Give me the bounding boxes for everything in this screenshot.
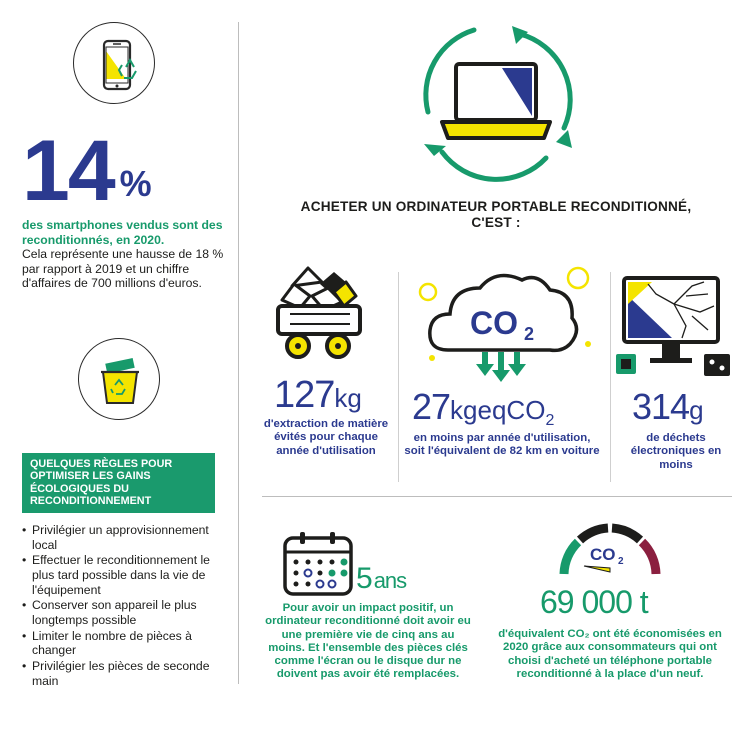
gauge-sub: 2 xyxy=(618,556,624,567)
list-item: • Conserver son appareil le plus longtemps possible xyxy=(22,598,232,627)
co2-cloud-sub: 2 xyxy=(524,324,535,344)
rules-title: QUELQUES RÈGLES POUR OPTIMISER LES GAINS ÉCOLOGIQUES DU RECONDITIONNEMENT xyxy=(22,453,215,513)
column-divider xyxy=(238,22,239,684)
stat-saved-desc: d'équivalent CO₂ ont été économisées en 2020 grâce aux consommateurs qui ont choisi d'acheté un téléphone portable reconditionné à la place d'un neuf. xyxy=(498,628,722,680)
recycle-bin-icon xyxy=(78,338,160,420)
stat-waste-desc: de déchets électroniques en moins xyxy=(630,432,722,471)
section-divider xyxy=(262,496,732,497)
broken-monitor-icon xyxy=(612,274,734,382)
gauge-label: CO xyxy=(590,545,616,564)
list-item: • Limiter le nombre de pièces à changer xyxy=(22,629,232,658)
stat-saved-value: 69 000 t xyxy=(540,584,648,620)
section-heading: ACHETER UN ORDINATEUR PORTABLE RECONDITIONNÉ, C'EST : xyxy=(300,199,692,230)
intro-text: Cela représente une hausse de 18 % par rapport à 2019 et un chiffre d'affaires de 700 millions d'euros. xyxy=(22,247,224,290)
stat-years-desc: Pour avoir un impact positif, un ordinateur reconditionné doit avoir eu une première vie de cinq ans au moins. Et l'ensemble des pièces clés comme l'écran ou le disque dur ne doivent pas avoir été remplacées. xyxy=(265,602,471,681)
stat-14-percent: 14 % xyxy=(22,123,152,219)
co2-cloud-icon xyxy=(410,262,600,382)
co2-gauge-icon xyxy=(554,514,666,582)
stat-mining-value: 127kg xyxy=(274,374,362,416)
list-item: • Privilégier un approvisionnement local xyxy=(22,523,232,552)
stat-years-value: 5ans xyxy=(356,562,407,595)
calendar-icon xyxy=(282,530,354,598)
stat-co2-desc: en moins par année d'utilisation, soit l'équivalent de 82 km en voiture xyxy=(404,432,600,458)
list-item: • Privilégier les pièces de seconde main xyxy=(22,659,232,688)
mining-cart-icon xyxy=(272,262,368,370)
stat-co2-value: 27kgeqCO2 xyxy=(412,386,554,429)
co2-cloud-label: CO xyxy=(470,305,518,341)
laptop-recycle-icon xyxy=(412,18,582,186)
rules-list xyxy=(22,523,232,689)
stat-mining-desc: d'extraction de matière évités pour chaque année d'utilisation xyxy=(263,418,389,457)
stat-divider xyxy=(610,272,611,482)
smartphone-recycle-icon xyxy=(73,22,155,104)
stat-divider xyxy=(398,272,399,482)
intro-paragraph xyxy=(22,218,227,291)
intro-highlight: des smartphones vendus sont des reconditionnés, en 2020. xyxy=(22,218,223,247)
list-item: • Effectuer le reconditionnement le plus tard possible dans la vie de l'équipement xyxy=(22,553,232,597)
stat-waste-value: 314g xyxy=(632,386,704,427)
